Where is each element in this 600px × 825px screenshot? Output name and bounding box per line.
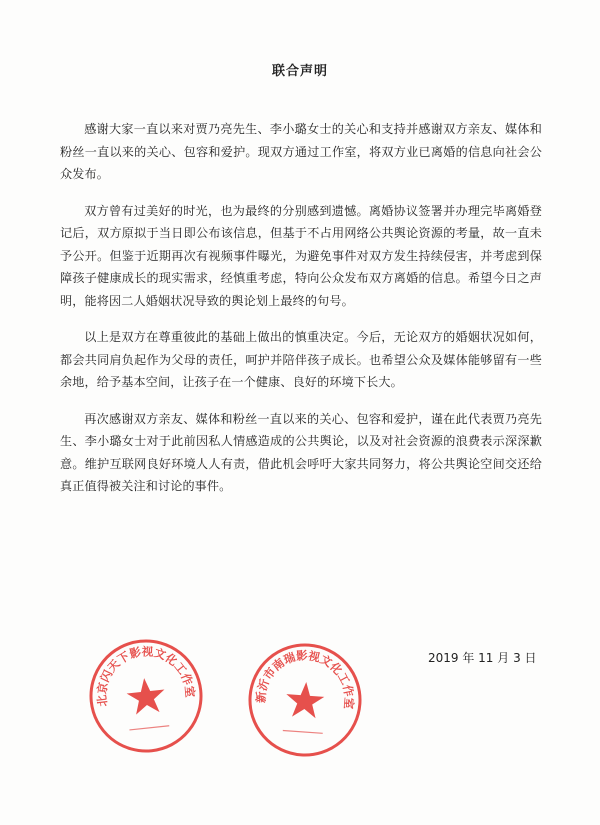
document-date: 2019 年 11 月 3 日 [428,651,537,665]
seal-stamp-icon [241,636,369,764]
paragraph-2: 双方曾有过美好的时光，也为最终的分别感到遗憾。离婚协议签署并办理完毕离婚登记后，双方原拟于当日即公布该信息，但基于不占用网络公共舆论资源的考量，故一直未予公开。但鉴于近期再次有视频事件曝光，为避免事件对双方发生持续侵害，并考虑到保障孩子健康成长的现实需求，经慎重考虑，特向公众发布双方离婚的信息。希望今日之声明，能将因二人婚姻状况导致的舆论划上最终的句号。 [60,203,542,308]
paragraph-4: 再次感谢双方亲友、媒体和粉丝一直以来的关心、包容和爱护，谨在此代表贾乃亮先生、李小璐女士对于此前因私人情感造成的公共舆论，以及对社会资源的浪费表示深深歉意。维护互联网良好环境人人有责，借此机会呼吁大家共同努力，将公共舆论空间交还给真正值得被关注和讨论的事件。 [60,411,542,493]
document-title: 联合声明 [271,64,328,79]
seal-star-icon [285,681,325,719]
seal-right-text: 新沂市南瑞影视文化工作室 [253,648,357,710]
studio-seal-right [241,636,369,764]
studio-seal-left [80,630,212,762]
document-body [60,118,542,512]
seal-left-text: 北京闪天下影视文化工作室 [94,644,198,708]
paragraph-1: 感谢大家一直以来对贾乃亮先生、李小璐女士的关心和支持并感谢双方亲友、媒体和粉丝一直以来的关心、包容和爱护。现双方通过工作室，将双方业已离婚的信息向社会公众发布。 [60,122,542,181]
seal-star-icon [125,676,167,715]
seal-stamp-icon [80,630,212,762]
paragraph-3: 以上是双方在尊重彼此的基础上做出的慎重决定。今后，无论双方的婚姻状况如何，都会共同肩负起作为父母的责任，呵护并陪伴孩子成长。也希望公众及媒体能够留有一些余地，给予基本空间，让孩子在一个健康、良好的环境下长大。 [60,330,542,389]
